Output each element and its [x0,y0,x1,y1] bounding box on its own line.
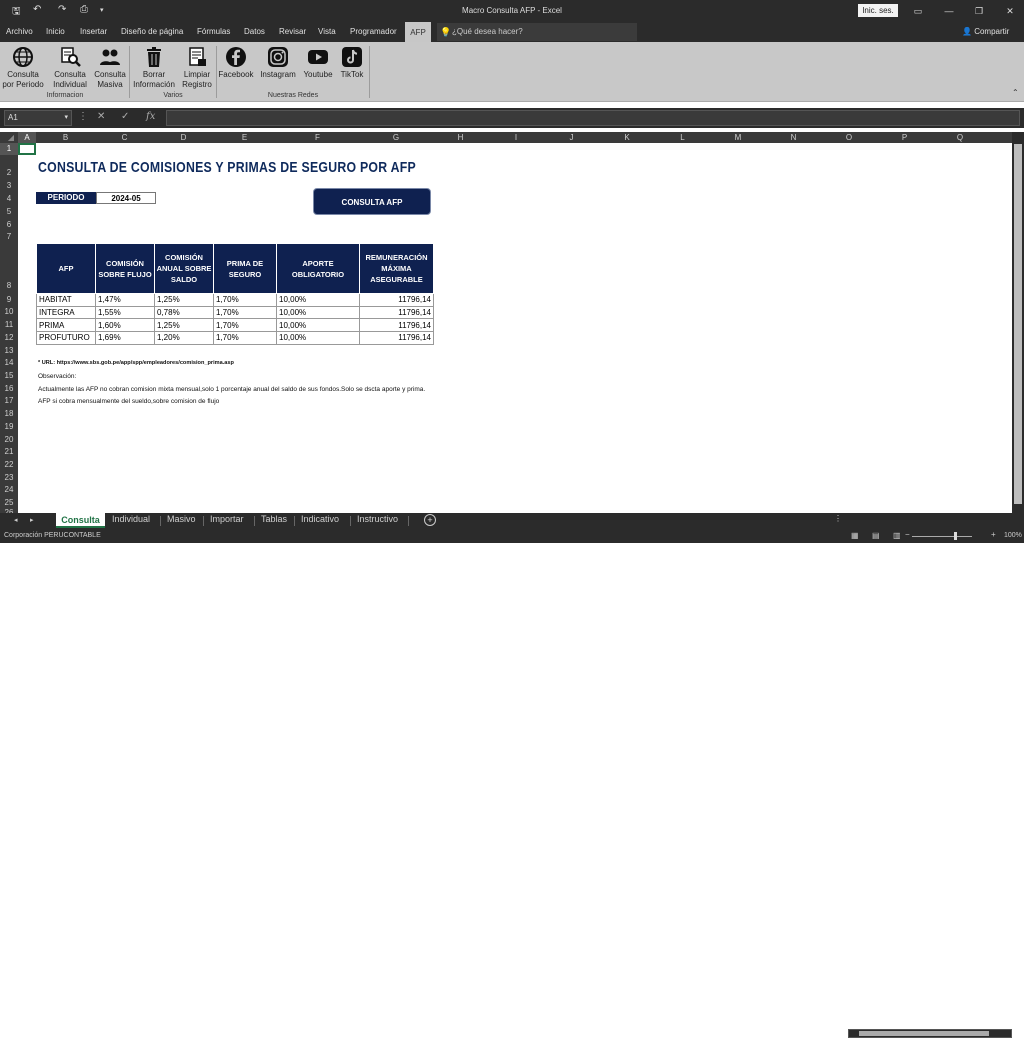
window-title: Macro Consulta AFP - Excel [462,6,562,15]
table-cell[interactable]: 1,25% [155,319,214,332]
tab-separator [408,516,409,526]
col-header-m[interactable]: M [734,133,742,142]
select-all-icon[interactable]: ◢ [7,133,15,142]
limpiar-registro-button[interactable] [180,46,214,90]
table-cell[interactable]: 11796,14 [360,306,434,319]
sheet-tab-individual[interactable]: Individual [112,514,151,524]
insert-function-icon[interactable]: fx [146,111,156,122]
facebook-button[interactable] [218,46,254,80]
page-layout-icon[interactable]: ▤ [872,531,880,540]
tab-revisar[interactable]: Revisar [279,27,307,36]
table-cell[interactable]: 1,55% [96,306,155,319]
instagram-icon [267,46,289,68]
facebook-icon [225,46,247,68]
table-row [37,294,434,307]
btn-label: Información [133,80,175,89]
btn-label: Masiva [97,80,123,89]
enter-icon[interactable]: ✓ [121,111,130,122]
table-cell[interactable]: INTEGRA [37,306,96,319]
group-label-redes: Nuestras Redes [267,92,319,99]
table-row [37,319,434,332]
page-title: CONSULTA DE COMISIONES Y PRIMAS DE SEGURO POR AFP [38,159,416,176]
table-cell[interactable]: 10,00% [277,332,360,345]
save-icon[interactable]: 🖫 [12,6,21,17]
row-header[interactable]: 5 [6,207,12,216]
close-icon[interactable]: ✕ [1006,6,1014,16]
tab-separator [160,516,161,526]
col-header-q[interactable]: Q [956,133,964,142]
sheet-tab-importar[interactable]: Importar [210,514,244,524]
formula-bar [0,108,1024,128]
page-break-icon[interactable]: ▥ [893,531,901,540]
sign-in-button[interactable]: Inic. ses. [858,4,898,17]
btn-label: Consulta [94,70,126,79]
share-button[interactable] [962,27,1009,36]
youtube-button[interactable] [301,46,335,80]
tiktok-icon [341,46,363,68]
restore-icon[interactable]: ❐ [974,6,984,16]
table-cell[interactable]: 11796,14 [360,294,434,307]
row-header[interactable]: 18 [4,409,14,418]
col-header-e[interactable]: E [241,133,248,142]
row-header[interactable]: 19 [4,422,14,431]
tell-me-text: ¿Qué desea hacer? [452,27,523,36]
table-cell[interactable]: 1,69% [96,332,155,345]
tab-diseno-pagina[interactable]: Diseño de página [121,27,184,36]
table-cell[interactable]: 1,70% [214,306,277,319]
btn-label: Registro [182,80,212,89]
table-header-prima: PRIMA DE SEGURO [214,244,277,294]
table-cell[interactable]: HABITAT [37,294,96,307]
search-document-icon [59,46,81,68]
row-header[interactable]: 6 [6,220,12,229]
row-header[interactable]: 3 [6,181,12,190]
add-sheet-icon[interactable]: + [424,514,436,526]
consulta-afp-button[interactable]: CONSULTA AFP [313,188,431,215]
ribbon-separator [129,46,130,98]
row-header[interactable]: 8 [6,281,12,290]
periodo-input[interactable]: 2024-05 [96,192,156,204]
tab-separator [350,516,351,526]
row-header[interactable]: 7 [6,232,12,241]
table-header-comision-saldo: COMISIÓN ANUAL SOBRE SALDO [155,244,214,294]
periodo-label: PERIODO [36,192,96,204]
globe-icon [12,46,34,68]
print-preview-icon[interactable]: ⎙ [80,4,88,15]
user-icon: 👤 [962,27,975,36]
chevron-down-icon: ▾ [64,114,68,121]
group-label-varios: Varios [163,92,183,99]
zoom-in-icon[interactable]: + [991,530,996,539]
scroll-tabs-left-icon[interactable]: ◂ [14,517,18,524]
tab-separator [294,516,295,526]
tab-insertar[interactable]: Insertar [80,27,108,36]
row-header[interactable]: 9 [6,295,12,304]
status-text: Corporación PERUCONTABLE [4,532,101,539]
tab-separator [203,516,204,526]
trash-icon [143,46,165,68]
zoom-slider[interactable] [912,536,972,537]
observation-line-1: Actualmente las AFP no cobran comision mixta mensual,solo 1 porcentaje anual del saldo de sus fondos.Solo se dscta aporte y prima. [38,386,426,393]
table-cell[interactable]: 10,00% [277,319,360,332]
tab-split-icon[interactable]: ⋮ [834,514,842,523]
table-cell[interactable]: PRIMA [37,319,96,332]
normal-view-icon[interactable]: ▦ [851,531,859,540]
tell-me-search[interactable] [437,23,637,41]
table-row [37,306,434,319]
youtube-icon [307,46,329,68]
btn-label: Instagram [260,70,296,79]
table-cell[interactable]: 1,47% [96,294,155,307]
col-header-d[interactable]: D [180,133,187,142]
tab-separator [254,516,255,526]
table-cell[interactable]: 10,00% [277,306,360,319]
row-header[interactable]: 17 [4,396,14,405]
btn-label: Limpiar [183,70,211,79]
scroll-thumb[interactable] [1014,144,1022,504]
row-header[interactable]: 12 [4,333,14,342]
observation-line-2: AFP si cobra mensualmente del sueldo,sobre comision de flujo [38,398,220,405]
status-bar [0,529,1024,543]
table-header-remuneracion: REMUNERACIÓN MÁXIMA ASEGURABLE [360,244,434,294]
lightbulb-icon: 💡 [440,27,452,37]
col-header-l[interactable]: L [680,133,685,142]
btn-label: Youtube [303,70,333,79]
col-header-o[interactable]: O [845,133,853,142]
sheet-tab-consulta[interactable]: Consulta [56,513,105,528]
formula-input[interactable] [166,110,1020,126]
zoom-out-icon[interactable]: − [905,530,910,539]
afp-table [36,243,434,345]
col-header-p[interactable]: P [901,133,908,142]
table-header-afp: AFP [37,244,96,294]
sheet-tab-masivo[interactable]: Masivo [167,514,196,524]
table-cell[interactable]: PROFUTURO [37,332,96,345]
undo-icon[interactable]: ↶ [33,4,42,15]
btn-label: TikTok [340,70,364,79]
row-header[interactable]: 14 [4,358,14,367]
scroll-tabs-right-icon[interactable]: ▸ [30,517,34,524]
table-cell[interactable]: 1,20% [155,332,214,345]
row-header[interactable]: 15 [4,371,14,380]
instagram-button[interactable] [258,46,298,80]
table-cell[interactable]: 11796,14 [360,332,434,345]
table-cell[interactable]: 10,00% [277,294,360,307]
ribbon-display-icon[interactable]: ▭ [913,6,923,16]
col-header-g[interactable]: G [392,133,400,142]
sheet-tab-instructivo[interactable]: Instructivo [357,514,399,524]
collapse-ribbon-icon[interactable]: ⌃ [1012,88,1019,97]
tab-vista[interactable]: Vista [318,27,336,36]
btn-label: Consulta [54,70,86,79]
row-header[interactable]: 4 [6,194,12,203]
name-box[interactable] [4,110,72,126]
zoom-slider-thumb[interactable] [954,532,957,540]
row-header[interactable]: 1 [0,143,18,155]
row-header[interactable]: 24 [4,485,14,494]
scroll-thumb[interactable] [859,1031,989,1036]
tab-programador[interactable]: Programador [350,27,397,36]
table-cell[interactable]: 1,25% [155,294,214,307]
tab-afp[interactable]: AFP [405,22,431,42]
btn-label: Consulta [7,70,39,79]
redo-icon[interactable]: ↷ [58,4,67,15]
users-icon [99,46,121,68]
name-box-value: A1 [8,113,18,122]
sheet-tab-bar [0,513,1024,529]
btn-label: por Periodo [2,80,44,89]
column-headers [0,132,1024,143]
col-header-i[interactable]: I [514,133,518,142]
col-header-n[interactable]: N [790,133,797,142]
row-header[interactable]: 13 [4,346,14,355]
row-header[interactable]: 25 [4,498,14,507]
row-headers [0,143,18,513]
row-header[interactable]: 2 [6,168,12,177]
group-label-informacion: Informacion [46,92,84,99]
col-header-b[interactable]: B [62,133,69,142]
ribbon-separator [216,46,217,98]
col-header-k[interactable]: K [624,133,630,142]
table-cell[interactable]: 0,78% [155,306,214,319]
observation-label: Observación: [38,373,77,380]
row-header[interactable]: 16 [4,384,14,393]
clear-form-icon [186,46,208,68]
table-cell[interactable]: 1,70% [214,294,277,307]
tab-archivo[interactable]: Archivo [6,27,33,36]
btn-label: Borrar [142,70,166,79]
table-cell[interactable]: 11796,14 [360,319,434,332]
table-header-aporte: APORTE OBLIGATORIO [277,244,360,294]
col-header-j[interactable]: J [569,133,574,142]
row-header[interactable]: 22 [4,460,14,469]
share-label: Compartir [974,27,1010,36]
col-header-f[interactable]: F [315,133,320,142]
col-header-a[interactable]: A [18,132,36,143]
row-header[interactable]: 21 [4,447,14,456]
selected-cell[interactable] [18,143,36,155]
consulta-masiva-button[interactable] [92,46,128,90]
tab-formulas[interactable]: Fórmulas [197,27,231,36]
ribbon-panel [0,42,1024,102]
row-header[interactable]: 20 [4,435,14,444]
sheet-tab-indicativo[interactable]: Indicativo [301,514,340,524]
customize-qat-icon[interactable]: ▾ [100,7,104,14]
table-row [37,332,434,345]
title-bar [0,0,1024,22]
row-header[interactable]: 23 [4,473,14,482]
vertical-scrollbar[interactable] [1012,132,1024,513]
more-options-icon[interactable]: ⋮ [78,111,88,122]
cancel-icon[interactable]: ✕ [97,111,106,122]
worksheet-grid[interactable] [18,143,1012,513]
consulta-periodo-button[interactable] [2,46,44,90]
url-note: * URL: https://www.sbs.gob.pe/app/spp/empleadores/comision_prima.asp [38,360,234,366]
col-header-c[interactable]: C [121,133,128,142]
row-header[interactable]: 11 [4,320,14,329]
btn-label: Individual [53,80,87,89]
sheet-tab-tablas[interactable]: Tablas [261,514,288,524]
tab-inicio[interactable]: Inicio [46,27,65,36]
tiktok-button[interactable] [337,46,367,80]
tab-datos[interactable]: Datos [244,27,265,36]
table-cell[interactable]: 1,70% [214,319,277,332]
btn-label: Facebook [218,70,254,79]
consulta-individual-button[interactable] [50,46,90,90]
table-cell[interactable]: 1,70% [214,332,277,345]
borrar-informacion-button[interactable] [131,46,177,90]
table-cell[interactable]: 1,60% [96,319,155,332]
ribbon-tab-bar [0,22,1024,42]
row-header[interactable]: 10 [4,307,14,316]
horizontal-scrollbar[interactable] [848,1029,1012,1038]
minimize-icon[interactable]: — [944,6,954,16]
col-header-h[interactable]: H [457,133,464,142]
zoom-level[interactable]: 100% [1004,532,1022,539]
ribbon-separator [369,46,370,98]
table-header-comision-flujo: COMISIÓN SOBRE FLUJO [96,244,155,294]
